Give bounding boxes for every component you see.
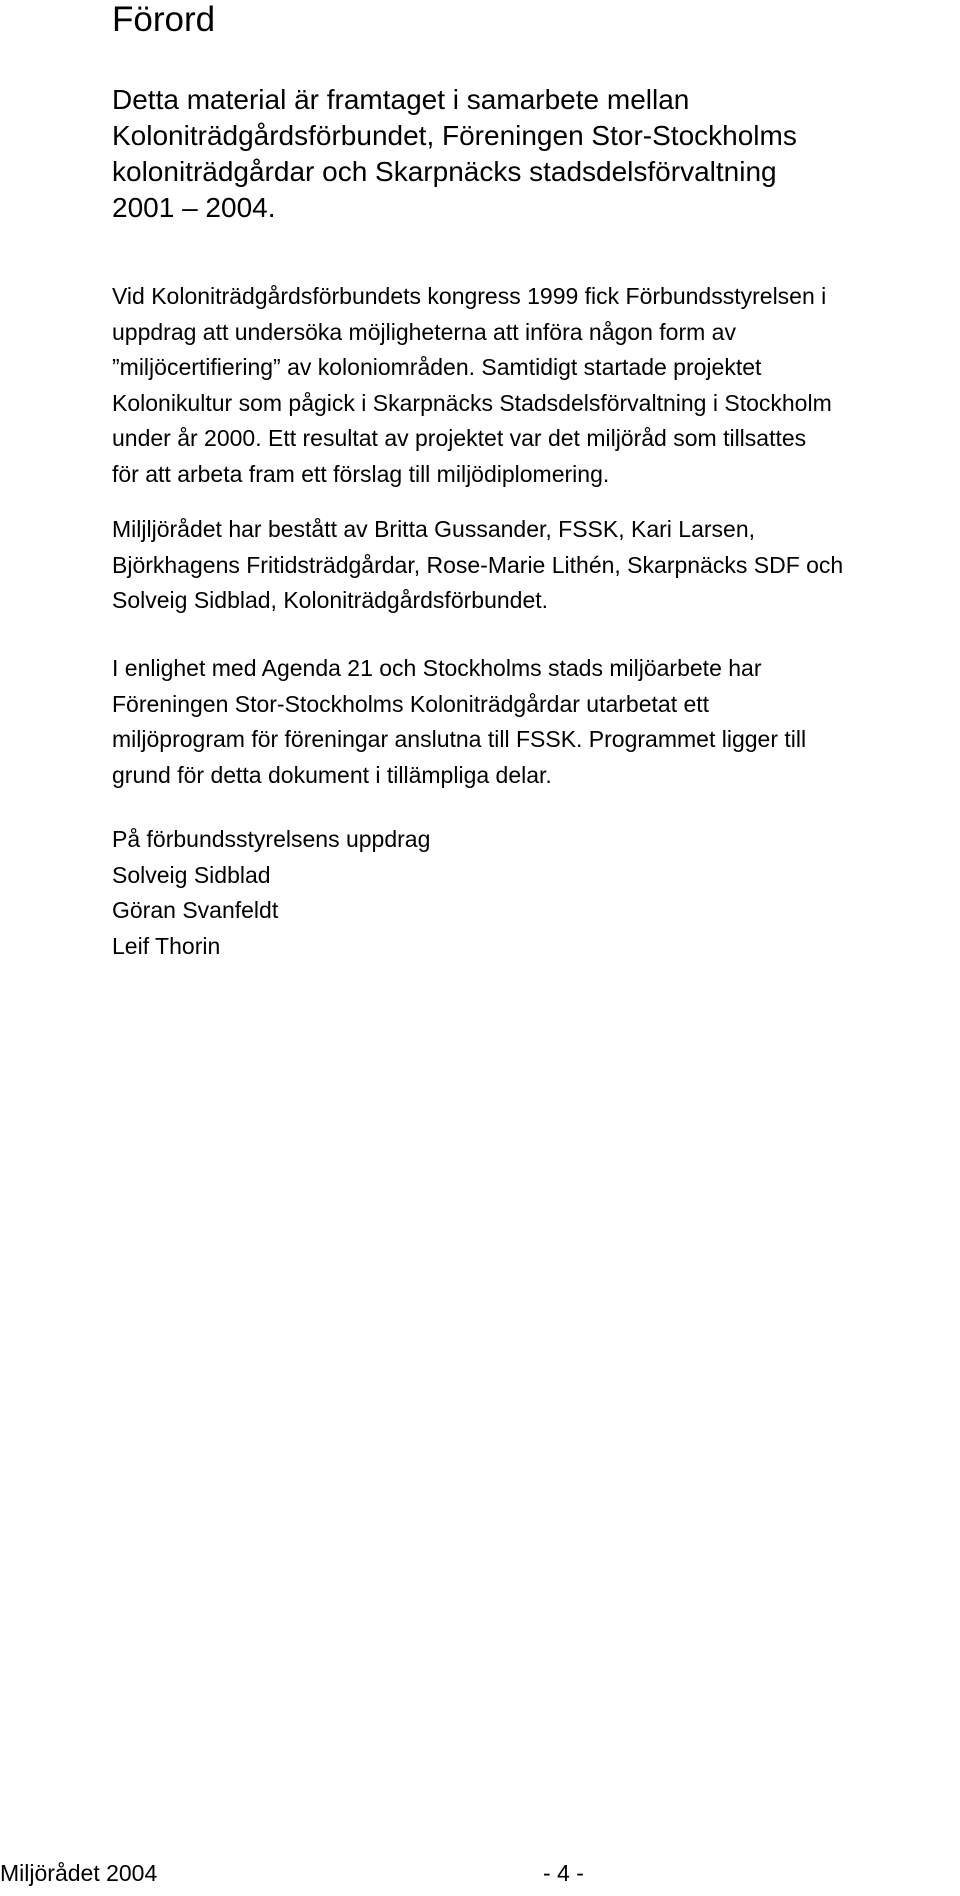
text-line: grund för detta dokument i tillämpliga delar. bbox=[112, 761, 552, 788]
footer-title: Miljörådet 2004 bbox=[0, 1860, 158, 1886]
text-line: ”miljöcertifiering” av koloniområden. Samtidigt startade projektet bbox=[112, 354, 762, 380]
signatory-name: Solveig Sidblad bbox=[112, 861, 271, 888]
text-line: Vid Koloniträdgårdsförbundets kongress 1999 fick Förbundsstyrelsen i bbox=[112, 283, 827, 309]
signoff-block bbox=[112, 822, 430, 964]
signoff-line: På förbundsstyrelsens uppdrag bbox=[112, 826, 431, 852]
intro-statement bbox=[112, 82, 932, 226]
signatory-name: Göran Svanfeldt bbox=[112, 897, 279, 923]
page-title: Förord bbox=[112, 0, 216, 39]
text-line: Föreningen Stor-Stockholms Koloniträdgårdar utarbetat ett bbox=[112, 690, 710, 717]
text-line: Solveig Sidblad, Koloniträdgårdsförbundet. bbox=[112, 587, 549, 613]
text-line: Björkhagens Fritidsträdgårdar, Rose-Marie Lithén, Skarpnäcks SDF och bbox=[112, 551, 844, 578]
text-line: under år 2000. Ett resultat av projektet var det miljöråd som tillsattes bbox=[112, 425, 807, 451]
intro-line: Detta material är framtaget i samarbete mellan bbox=[112, 84, 690, 115]
paragraph-background bbox=[112, 279, 952, 492]
text-line: I enlighet med Agenda 21 och Stockholms stads miljöarbete har bbox=[112, 655, 762, 681]
page-number: - 4 - bbox=[543, 1860, 584, 1886]
text-line: för att arbeta fram ett förslag till miljödiplomering. bbox=[112, 460, 610, 487]
intro-line: koloniträdgårdar och Skarpnäcks stadsdelsförvaltning bbox=[112, 156, 777, 187]
text-line: miljöprogram för föreningar anslutna till FSSK. Programmet ligger till bbox=[112, 726, 807, 752]
intro-line: Koloniträdgårdsförbundet, Föreningen Stor-Stockholms bbox=[112, 120, 797, 151]
signatory-name: Leif Thorin bbox=[112, 932, 221, 959]
text-line: Kolonikultur som pågick i Skarpnäcks Stadsdelsförvaltning i Stockholm bbox=[112, 389, 832, 416]
intro-line: 2001 – 2004. bbox=[112, 192, 276, 223]
paragraph-agenda21 bbox=[112, 651, 952, 793]
text-line: Miljljörådet har bestått av Britta Gussander, FSSK, Kari Larsen, bbox=[112, 516, 756, 542]
paragraph-members bbox=[112, 512, 952, 619]
text-line: uppdrag att undersöka möjligheterna att införa någon form av bbox=[112, 318, 736, 345]
page-footer bbox=[0, 1858, 960, 1888]
